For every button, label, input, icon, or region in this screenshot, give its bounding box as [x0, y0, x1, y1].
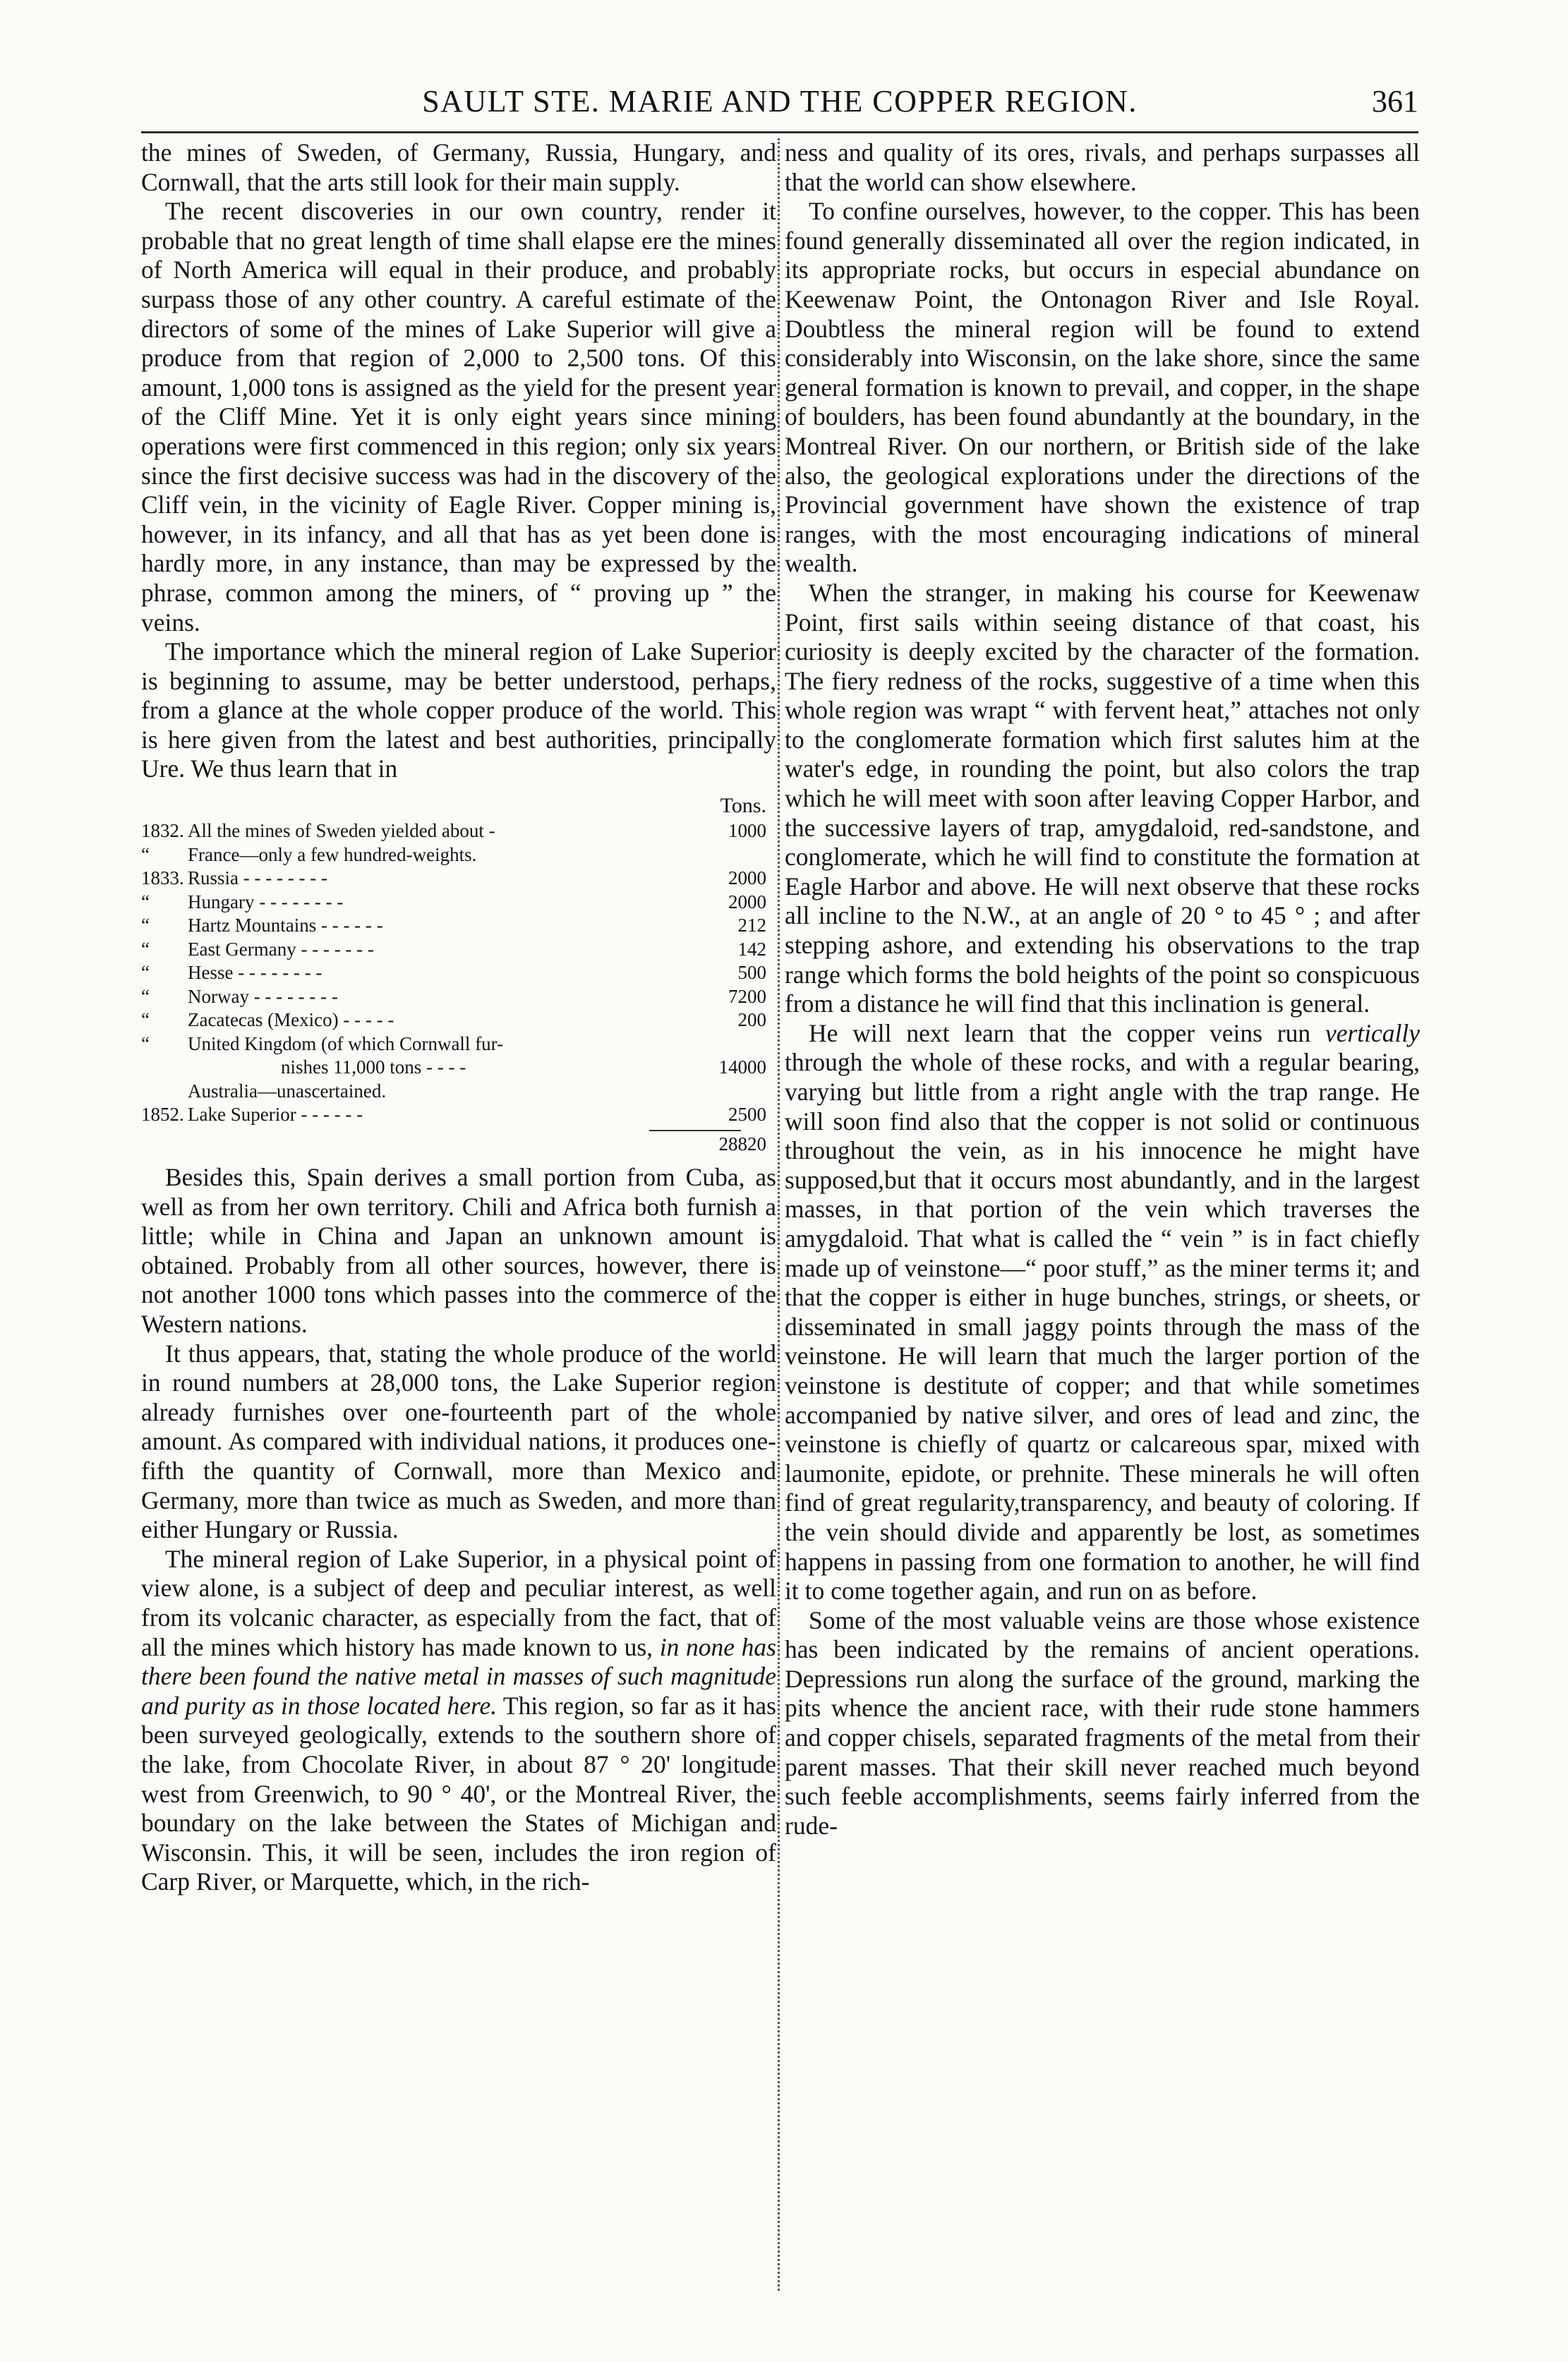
total-rule [649, 1130, 741, 1131]
paragraph: When the stranger, in making his course for Keewenaw Point, first sails within seeing distance of that coast, his curiosity is deeply excited by the character of the formation. The fiery redness of the rocks, suggestive of a time when this whole region was wrapt “ with fervent heat,” attaches not only to the conglomerate formation which first salutes him at the water's edge, in rounding the point, but also colors the trap which he will meet with soon after leaving Copper Harbor, and the successive layers of trap, amygdaloid, red-sandstone, and conglomerate, which he will find to constitute the formation at Eagle Harbor and above. He will next observe that these rocks all incline to the N.W., at an angle of 20 ° to 45 ° ; and after stepping ashore, and extending his observations to the trap range which forms the bold heights of the point so conspicuous from a distance he will find that this inclination is general. [785, 578, 1420, 1018]
row-year: “ [141, 891, 150, 912]
table-row [141, 1080, 776, 1104]
table-row [141, 914, 776, 938]
row-year: 1833. [141, 867, 184, 889]
paragraph [141, 1545, 776, 1897]
table-row [141, 1056, 776, 1080]
table-row [141, 985, 776, 1009]
table-row [141, 1008, 776, 1032]
text-run: The mineral region of Lake Superior, in a physical point of view alone, is a subject of deep and peculiar interest, as well from its volcanic character, as especially from the fact, that of all the mines which history has made known to us, [141, 1544, 776, 1661]
left-column [141, 138, 776, 1897]
table-row [141, 819, 776, 843]
row-label: Hesse - - - - - - - - [188, 962, 322, 984]
paragraph: Some of the most valuable veins are those whose existence has been indicated by the remains of ancient operations. Depressions run along the surface of the ground, marking the pits whence the ancient race, with their rude stone hammers and copper chisels, separated fragments of the metal from their parent masses. That their skill never reached much beyond such feeble accomplishments, seems fairly inferred from the rude- [785, 1605, 1420, 1840]
text-run: This region, so far as it has been surveyed geologically, extends to the southern shore of the lake, from Chocolate River, in about 87 ° 20' longitude west from Greenwich, to 90 ° 40', or the Montreal River, the boundary on the lake between the States of Michigan and Wisconsin. This, it will be seen, includes the iron region of Carp River, or Marquette, which, in the rich- [141, 1691, 776, 1896]
paragraph: It thus appears, that, stating the whole produce of the world in round numbers at 28,000 tons, the Lake Superior region already furnishes over one-fourteenth part of the whole amount. As compared with individual nations, it produces one-fifth the quantity of Cornwall, more than Mexico and Germany, more than twice as much as Sweden, and more than either Hungary or Russia. [141, 1339, 776, 1544]
paragraph: The importance which the mineral region of Lake Superior is beginning to assume, may be better understood, perhaps, from a glance at the whole copper produce of the world. This is here given from the latest and best authorities, principally Ure. We thus learn that in [141, 637, 776, 783]
row-year: 1852. [141, 1104, 184, 1126]
row-year: “ [141, 962, 150, 984]
paragraph: To confine ourselves, however, to the copper. This has been found generally disseminated all over the region indicated, in its appropriate rocks, but occurs in especial abundance on Keewenaw Point, the Ontonagon River and Isle Royal. Doubtless the mineral region will be found to extend considerably into Wisconsin, on the lake shore, since the same general formation is known to prevail, and copper, in the shape of boulders, has been found abundantly at the boundary, in the Montreal River. On our northern, or British side of the lake also, the geological explorations under the directions of the Provincial government have shown the existence of trap ranges, with the most encouraging indications of mineral wealth. [785, 197, 1420, 578]
row-year: “ [141, 1032, 150, 1054]
row-value: 500 [737, 962, 766, 984]
running-head: SAULT STE. MARIE AND THE COPPER REGION. [422, 84, 1138, 119]
table-total-row [141, 1133, 776, 1157]
row-label: France—only a few hundred-weights. [188, 843, 477, 865]
row-year: “ [141, 915, 150, 936]
row-label: All the mines of Sweden yielded about - [188, 820, 495, 842]
row-value: 14000 [718, 1056, 766, 1078]
row-label: Hartz Mountains - - - - - - [188, 915, 383, 936]
row-label: United Kingdom (of which Cornwall fur- [188, 1032, 504, 1054]
row-year: “ [141, 1009, 150, 1031]
right-column [785, 138, 1420, 1840]
row-label: Australia—unascertained. [188, 1080, 387, 1102]
table-row [141, 891, 776, 915]
row-value: 142 [737, 938, 766, 960]
row-year: “ [141, 938, 150, 960]
paragraph [785, 1019, 1420, 1606]
page-header [141, 83, 1418, 126]
table-row [141, 961, 776, 985]
page-number: 361 [1372, 84, 1418, 119]
table-row [141, 1032, 776, 1056]
row-label: Lake Superior - - - - - - [188, 1104, 363, 1126]
row-value: 2500 [728, 1104, 766, 1126]
row-label: Norway - - - - - - - - [188, 985, 338, 1007]
row-value: 2000 [728, 891, 766, 912]
row-value: 212 [737, 915, 766, 936]
row-label: Russia - - - - - - - - [188, 867, 327, 889]
column-divider [778, 138, 780, 2291]
paragraph: The recent discoveries in our own country, render it probable that no great length of time shall elapse ere the mines of North America will equal in their produce, and probably surpass those of any other country. A careful estimate of the directors of some of the mines of Lake Superior will give a produce from that region of 2,000 to 2,500 tons. Of this amount, 1,000 tons is assigned as the yield for the present year of the Cliff Mine. Yet it is only eight years since mining operations were first commenced in this region; only six years since the first decisive success was had in the discovery of the Cliff vein, in the vicinity of Eagle River. Copper mining is, however, in its infancy, and all that has as yet been done is hardly more, in any instance, than may be expressed by the phrase, common among the miners, of “ proving up ” the veins. [141, 197, 776, 637]
row-year: “ [141, 985, 150, 1007]
row-label: Hungary - - - - - - - - [188, 891, 344, 912]
row-value: 1000 [728, 820, 766, 842]
copper-produce-table [141, 793, 776, 1156]
row-value: 2000 [728, 867, 766, 889]
row-year: “ [141, 843, 150, 865]
table-row [141, 867, 776, 891]
text-run: He will next learn that the copper veins run [809, 1018, 1311, 1047]
italic-text-run: in none has there been found the native metal in masses of such magnitude and purity as in those located here. [141, 1632, 776, 1720]
table-total: 28820 [718, 1133, 766, 1155]
row-year: 1832. [141, 820, 184, 842]
italic-text-run: vertically [1325, 1018, 1420, 1047]
row-value: 200 [737, 1009, 766, 1031]
paragraph: Besides this, Spain derives a small portion from Cuba, as well as from her own territory. Chili and Africa both furnish a little; while in China and Japan an unknown amount is obtained. Probably from all other sources, however, there is not another 1000 tons which passes into the commerce of the Western nations. [141, 1163, 776, 1339]
table-row [141, 843, 776, 867]
text-run: through the whole of these rocks, and with a regular bearing, varying but little from a right angle with the trap range. He will soon find also that the copper is not solid or continuous throughout the vein, as in his innocence he might have supposed,but that it occurs most abundantly, and in the largest masses, in that portion of the vein which traverses the amygdaloid. That what is called the “ vein ” is in fact chiefly made up of veinstone—“ poor stuff,” as the miner terms it; and that the copper is either in huge bunches, strings, or sheets, or disseminated in small jaggy points through the mass of the veinstone. He will learn that much the larger portion of the veinstone is destitute of copper; and that while sometimes accompanied by native silver, and ores of lead and zinc, the veinstone is chiefly of quartz or calcareous spar, mixed with laumonite, epidote, or prehnite. These minerals he will often find of great regularity,transparency, and beauty of coloring. If the vein should divide and apparently be lost, as sometimes happens in passing from one formation to another, he will find it to come together again, and run on as before. [785, 1048, 1420, 1605]
table-row [141, 1103, 776, 1127]
table-unit-header: Tons. [720, 794, 766, 818]
paragraph: the mines of Sweden, of Germany, Russia, Hungary, and Cornwall, that the arts still look for their main supply. [141, 138, 776, 196]
paragraph: ness and quality of its ores, rivals, and perhaps surpasses all that the world can show elsewhere. [785, 138, 1420, 196]
table-row [141, 938, 776, 962]
row-label: East Germany - - - - - - - [188, 938, 374, 960]
row-label: Zacatecas (Mexico) - - - - - [188, 1009, 394, 1031]
row-value: 7200 [728, 985, 766, 1007]
header-rule [141, 131, 1418, 133]
row-label: nishes 11,000 tons - - - - [281, 1056, 466, 1078]
